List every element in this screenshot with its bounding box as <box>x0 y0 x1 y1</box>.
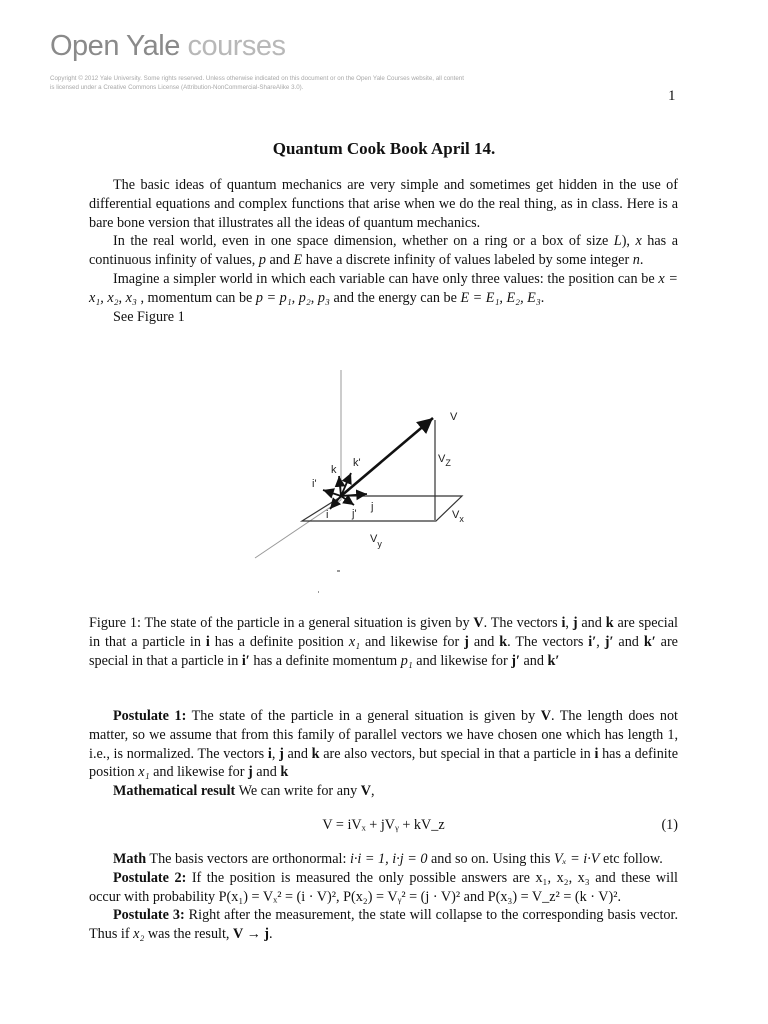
intro-paragraph-4: See Figure 1 <box>113 308 185 325</box>
figure-caption: Figure 1: The state of the particle in a general situation is given by V. The vectors i, j and k are special in that a particle in i has a definite position x₁ and likewise for j and k. The vectors i′, j′ and k′ are special in that a particle in i′ has a definite momentum p₁ and likewise for j′ and k′ <box>89 615 678 669</box>
intro-paragraph-3: Imagine a simpler world in which each variable can have only three values: the position can be x = x₁, x₂, x₃ , momentum can be p = p₁, p₂, p₃ and the energy can be E = E₁, E₂, E₃. <box>89 270 678 306</box>
label-k-prime: k' <box>353 457 361 469</box>
label-Vy: $V_y$ <box>370 533 382 549</box>
postulate-1-section <box>89 707 678 801</box>
label-Vz: $V_Z$ <box>438 453 451 468</box>
equation-body: V = iVₓ + jVᵧ + kV_z <box>322 817 445 833</box>
j-prime-vector-arrow <box>341 496 354 505</box>
postulate-2: Postulate 2: If the position is measured the only possible answers are x₁, x₂, x₃ and these will occur with probability P(x₁) = Vₓ² = (i · V)², P(x₂) = Vᵧ² = (j · V)² and P(x₃) = V_z² = (k · V)². <box>89 869 678 905</box>
label-i-prime: i' <box>312 478 317 490</box>
label-Vx: $V_x$ <box>452 509 464 524</box>
postulate-1: Postulate 1: The state of the particle in a general situation is given by V. The length does not matter, so we assume that from this family of parallel vectors we have chosen one which has length 1, i.e., is normalized. The vectors i, j and k are also vectors, but special in that a particle in i has a definite position x₁ and likewise for j and k <box>89 708 678 781</box>
logo-primary: Open Yale <box>50 30 180 62</box>
intro-paragraph-2: In the real world, even in one space dimension, whether on a ring or a box of size L), x has a continuous infinity of values, p and E have a discrete infinity of values labeled by some integer n. <box>89 233 678 269</box>
figure-1-vector-diagram <box>240 360 500 600</box>
mathematical-result: Mathematical result We can write for any V, <box>113 783 375 800</box>
label-i: i <box>326 509 329 521</box>
open-yale-courses-logo <box>50 32 285 61</box>
copyright-notice: Copyright © 2012 Yale University. Some rights reserved. Unless otherwise indicated on this document or on the Open Yale Courses website, all content is licensed under a Creative Commons License (Attribution-NonCommercial-ShareAlike 3.0). <box>50 75 464 91</box>
intro-paragraph-1: The basic ideas of quantum mechanics are very simple and sometimes get hidden in the use of differential equations and complex functions that arise when we do the real thing, as in class. Here is a bare bone version that illustrates all the ideas of quantum mechanics. <box>89 177 678 231</box>
math-paragraph: Math The basis vectors are orthonormal: i·i = 1, i·j = 0 and so on. Using this Vₓ = i·V etc follow. <box>113 851 663 867</box>
label-k: k <box>331 464 337 476</box>
label-j-prime: j' <box>352 508 357 520</box>
logo-secondary: courses <box>187 30 286 62</box>
page-title: Quantum Cook Book April 14. <box>272 139 496 158</box>
postulates-2-3-section <box>89 850 678 944</box>
equation-number: (1) <box>661 817 678 833</box>
label-V: V <box>450 411 458 423</box>
intro-section <box>89 176 678 326</box>
label-j: j <box>371 501 374 513</box>
page-number: 1 <box>668 88 676 104</box>
postulate-3: Postulate 3: Right after the measurement, the state will collapse to the corresponding basis vector. Thus if x₂ was the result, V → j. <box>89 907 678 943</box>
i-prime-vector-arrow <box>323 490 341 496</box>
